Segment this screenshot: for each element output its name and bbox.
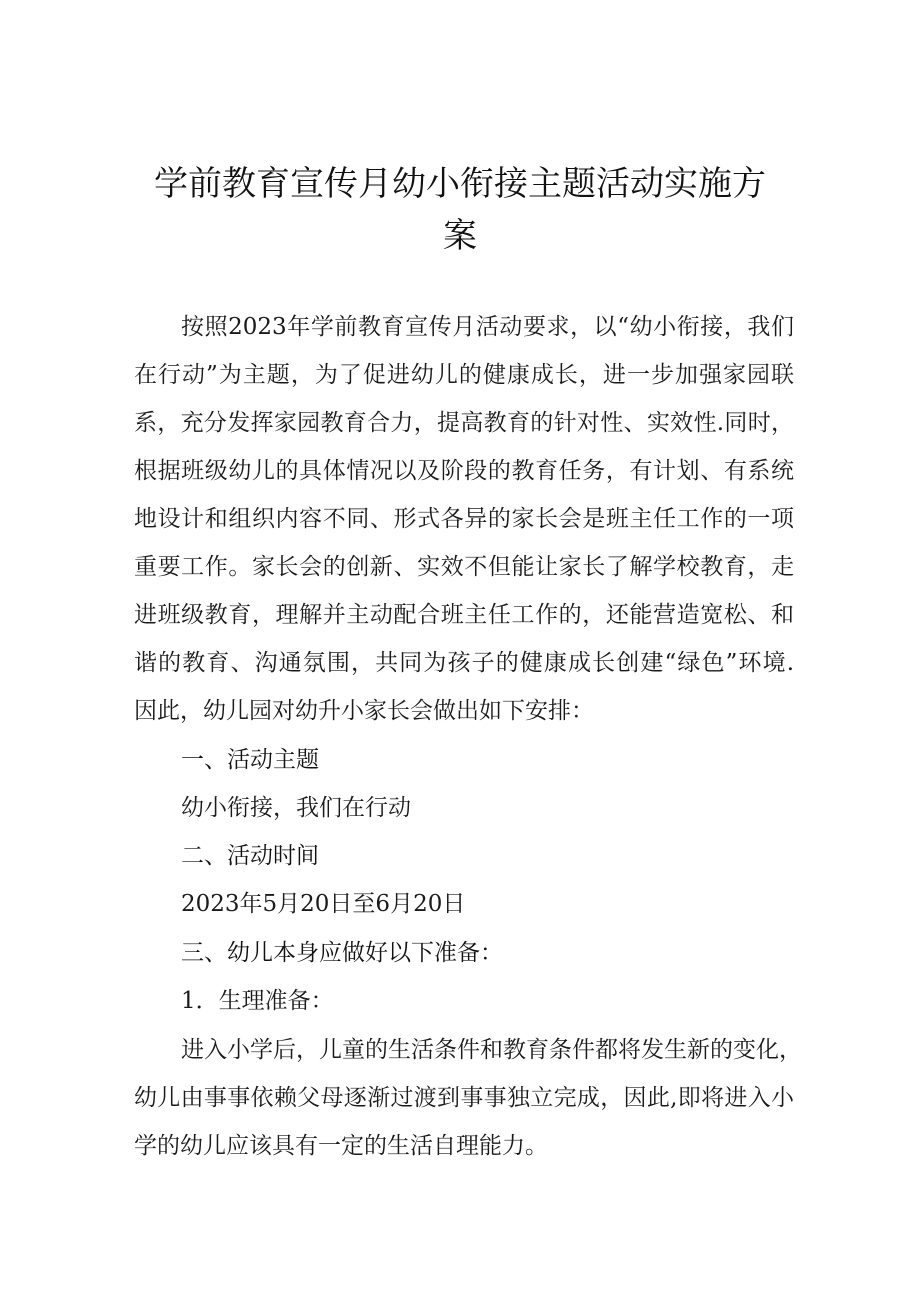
section-text-theme: 幼小衔接，我们在行动	[181, 795, 411, 821]
physical-paragraph-line: 进入小学后，儿童的生活条件和教育条件都将发生新的变化，	[181, 1037, 802, 1063]
intro-paragraph-line: 地设计和组织内容不同、形式各异的家长会是班主任工作的一项	[134, 506, 794, 532]
section-text-time: 2023年5月20日至6月20日	[181, 891, 466, 917]
document-title-line-2: 案	[443, 216, 477, 256]
intro-paragraph-line: 进班级教育，理解并主动配合班主任工作的，还能营造宽松、和	[134, 602, 794, 628]
intro-paragraph-line: 按照2023年学前教育宣传月活动要求，以“幼小衔接，我们	[181, 314, 794, 340]
section-heading-theme: 一、活动主题	[181, 747, 319, 773]
intro-paragraph-line: 在行动”为主题，为了促进幼儿的健康成长，进一步加强家园联	[134, 362, 794, 388]
physical-paragraph-line: 幼儿由事事依赖父母逐渐过渡到事事独立完成，因此,即将进入小	[134, 1085, 794, 1111]
physical-paragraph-line: 学的幼儿应该具有一定的生活自理能力。	[134, 1133, 548, 1159]
intro-paragraph-line: 根据班级幼儿的具体情况以及阶段的教育任务，有计划、有系统	[134, 458, 794, 484]
intro-paragraph-line: 因此，幼儿园对幼升小家长会做出如下安排：	[134, 698, 594, 724]
intro-paragraph-line: 重要工作。家长会的创新、实效不但能让家长了解学校教育，走	[134, 554, 794, 580]
intro-paragraph-line: 谐的教育、沟通氛围，共同为孩子的健康成长创建“绿色”环境.	[134, 650, 794, 676]
intro-paragraph-line: 系，充分发挥家园教育合力，提高教育的针对性、实效性.同时，	[134, 410, 794, 436]
section-heading-preparation: 三、幼儿本身应做好以下准备：	[181, 940, 503, 966]
section-heading-time: 二、活动时间	[181, 843, 319, 869]
document-title-line-1: 学前教育宣传月幼小衔接主题活动实施方	[154, 164, 766, 204]
subsection-heading-physical: 1．生理准备：	[181, 988, 334, 1014]
